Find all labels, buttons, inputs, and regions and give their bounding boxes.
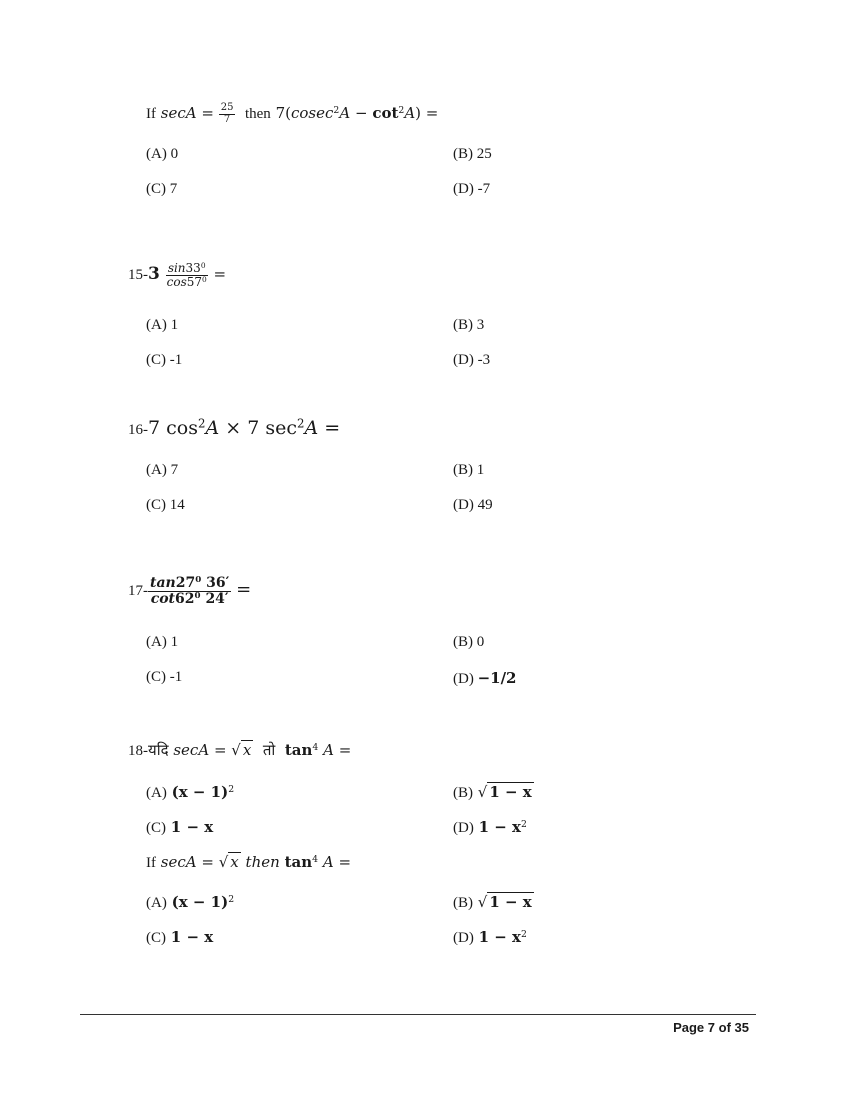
equals-sign: = — [201, 853, 214, 871]
q18-option-b: (B) √ 1 − x — [453, 783, 532, 801]
q14-option-c: (C) 7 — [146, 181, 178, 197]
equals-sign: = — [213, 741, 227, 759]
q18-option-a: (A) $(x - 1)^2$ — [146, 783, 235, 801]
fraction-denominator: $\cot 62^0$ 24′ — [150, 590, 229, 607]
tan-term: tan — [284, 853, 313, 871]
q18-option-c: (C) 1 − x — [146, 818, 214, 836]
q16-option-b: (B) 1 — [453, 462, 485, 478]
q14-option-a: (A) 0 — [146, 146, 179, 162]
var-a: A — [323, 741, 334, 759]
then-text: then — [244, 106, 271, 122]
fraction — [219, 103, 236, 125]
question-18-stem-english — [146, 853, 351, 872]
var-a: A — [322, 853, 334, 871]
fraction-numerator: $\tan 27^0$ 36′ — [150, 575, 230, 591]
exponent: 2 — [296, 416, 305, 431]
var-a: A — [404, 104, 416, 122]
exponent: 2 — [333, 104, 340, 116]
cot-term: cot — [372, 104, 399, 122]
fraction — [148, 576, 231, 606]
exponent: 4 — [312, 741, 319, 753]
q14-option-b: (B) 25 — [453, 146, 492, 162]
question-18-stem-hindi — [128, 740, 351, 760]
if-text: If — [146, 106, 156, 122]
q17-option-a: (A) 1 — [146, 634, 179, 650]
q18-en-option-a: (A) $(x - 1)^2$ — [146, 893, 235, 911]
q17-option-d: (D) −1/2 — [453, 669, 517, 687]
then-text: then — [245, 853, 280, 871]
expr-coef: 7( — [275, 104, 291, 122]
equals-sign: = — [324, 417, 341, 439]
exponent: 4 — [312, 853, 319, 865]
q14-option-d: (D) -7 — [453, 181, 491, 197]
fraction-denominator: $\cos 57^0$ — [166, 274, 207, 289]
close-paren: ) = — [415, 104, 439, 122]
sec-term: × 7 sec — [225, 417, 297, 439]
q18-en-option-d: (D) $1 - x^2$ — [453, 928, 527, 946]
if-text: If — [146, 855, 156, 871]
q16-option-a: (A) 7 — [146, 462, 179, 478]
exponent: 2 — [398, 104, 405, 116]
q17-option-b: (B) 0 — [453, 634, 485, 650]
question-16-stem — [128, 417, 340, 439]
equals-sign: = — [236, 579, 252, 601]
sec-term: secA — [160, 853, 197, 871]
sqrt: √ x — [218, 853, 239, 871]
fraction — [165, 262, 209, 288]
q18-option-d: (D) $1 - x^2$ — [453, 818, 527, 836]
fraction-numerator: $\sin 33^0$ — [167, 260, 206, 275]
equals-sign: = — [338, 741, 352, 759]
var-a: A — [304, 417, 319, 439]
q18-en-option-c: (C) 1 − x — [146, 928, 214, 946]
hindi-if-text: यदि — [148, 741, 169, 759]
question-number: 18- — [128, 743, 148, 759]
q15-option-b: (B) 3 — [453, 317, 485, 333]
hindi-then-text: तो — [262, 741, 276, 759]
equals-sign: = — [213, 265, 227, 284]
var-a: A — [339, 104, 351, 122]
var-a: A — [205, 417, 220, 439]
q15-option-d: (D) -3 — [453, 352, 491, 368]
question-number: 15- — [128, 267, 148, 284]
q15-option-c: (C) -1 — [146, 352, 183, 368]
equals-sign: = — [338, 853, 352, 871]
tan-term: tan — [284, 741, 313, 759]
q16-option-d: (D) 49 — [453, 497, 493, 513]
fraction-numerator: 25 — [220, 102, 234, 113]
coefficient: 3 — [148, 264, 160, 285]
question-17-stem — [128, 576, 251, 606]
question-number: 17- — [128, 583, 148, 600]
question-14-stem: If secA = $\frac{25}{7}$ then $7(cosec^2A - \cot^2A)$ = — [146, 102, 439, 125]
exponent: 2 — [197, 416, 206, 431]
cosec-term: cosec — [291, 104, 334, 122]
q17-option-c: (C) -1 — [146, 669, 183, 685]
q15-option-a: (A) 1 — [146, 317, 179, 333]
page-number: Page 7 of 35 — [673, 1020, 749, 1035]
question-number: 16- — [128, 422, 148, 438]
question-15-stem — [128, 262, 226, 288]
sqrt: √ x — [231, 741, 252, 759]
footer-divider — [80, 1014, 756, 1015]
fraction-denominator: 7 — [223, 113, 231, 125]
q18-en-option-b: (B) √ 1 − x — [453, 893, 532, 911]
sec-term: secA — [173, 741, 210, 759]
minus: − — [354, 104, 368, 122]
q16-option-c: (C) 14 — [146, 497, 185, 513]
cos-term: 7 cos — [148, 417, 198, 439]
sec-term: secA — [160, 104, 197, 122]
